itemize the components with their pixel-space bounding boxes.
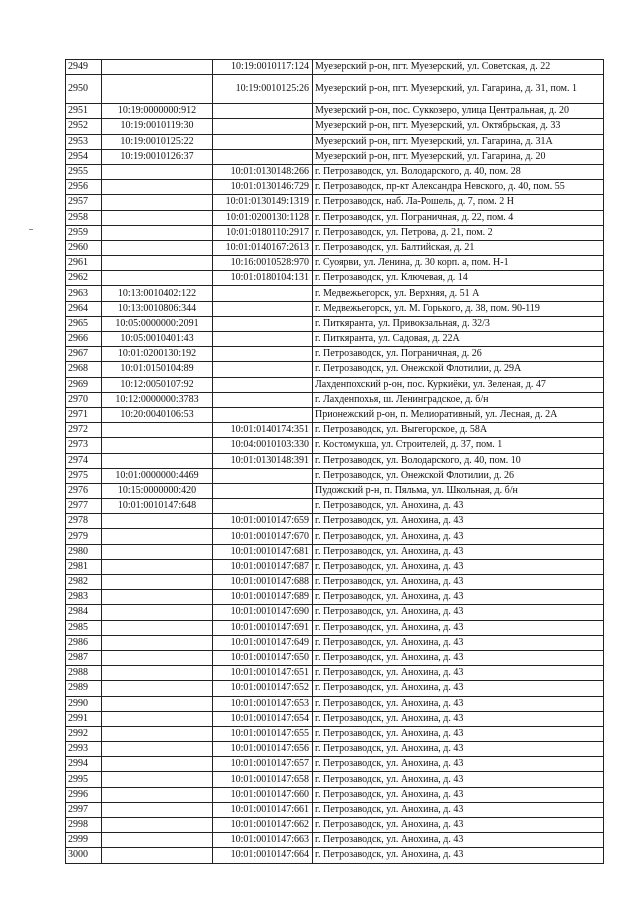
cadastral-number-cell (102, 802, 213, 817)
table-row (66, 423, 604, 438)
address-cell: г. Петрозаводск, ул. Анохина, д. 43 (313, 833, 604, 848)
cadastral-number-premises-cell: 10:01:0200130:1128 (213, 210, 313, 225)
cadastral-number-premises-cell: 10:01:0140167:2613 (213, 240, 313, 255)
cadastral-number-premises-cell: 10:01:0010147:651 (213, 666, 313, 681)
row-number-cell: 2970 (66, 392, 102, 407)
cadastral-number-premises-cell: 10:01:0010147:654 (213, 711, 313, 726)
row-number-cell: 2955 (66, 164, 102, 179)
cadastral-number-premises-cell (213, 301, 313, 316)
cadastral-number-cell (102, 848, 213, 863)
table-row (66, 453, 604, 468)
address-cell: г. Суоярви, ул. Ленина, д. 30 корп. а, пом. Н-1 (313, 256, 604, 271)
row-number-cell: 2958 (66, 210, 102, 225)
cadastral-number-cell (102, 453, 213, 468)
cadastral-number-cell (102, 529, 213, 544)
address-cell: г. Петрозаводск, наб. Ла-Рошель, д. 7, пом. 2 Н (313, 195, 604, 210)
table-row (66, 529, 604, 544)
cadastral-number-cell (102, 60, 213, 75)
table-row (66, 438, 604, 453)
row-number-cell: 2967 (66, 347, 102, 362)
table-row (66, 802, 604, 817)
cadastral-number-premises-cell: 10:19:0010125:26 (213, 75, 313, 104)
address-cell: г. Петрозаводск, ул. Пограничная, д. 26 (313, 347, 604, 362)
address-cell: г. Петрозаводск, ул. Анохина, д. 43 (313, 802, 604, 817)
cadastral-number-cell (102, 75, 213, 104)
table-row (66, 726, 604, 741)
address-cell: Муезерский р-он, пгт. Муезерский, ул. Гагарина, д. 31, пом. 1 (313, 75, 604, 104)
cadastral-number-cell (102, 271, 213, 286)
row-number-cell: 2991 (66, 711, 102, 726)
cadastral-number-cell (102, 240, 213, 255)
row-number-cell: 2960 (66, 240, 102, 255)
cadastral-number-premises-cell (213, 392, 313, 407)
cadastral-number-premises-cell: 10:01:0010147:689 (213, 590, 313, 605)
row-number-cell: 2965 (66, 316, 102, 331)
row-number-cell: 2956 (66, 180, 102, 195)
cadastral-number-cell: 10:01:0150104:89 (102, 362, 213, 377)
cadastral-number-cell (102, 833, 213, 848)
table-row (66, 696, 604, 711)
cadastral-number-cell: 10:12:0000000:3783 (102, 392, 213, 407)
table-row (66, 681, 604, 696)
cadastral-number-cell (102, 635, 213, 650)
cadastral-number-cell (102, 818, 213, 833)
table-row (66, 590, 604, 605)
cadastral-number-premises-cell: 10:01:0140174:351 (213, 423, 313, 438)
address-cell: Пудожский р-н, п. Пяльма, ул. Школьная, д. б/н (313, 483, 604, 498)
cadastral-number-cell (102, 605, 213, 620)
cadastral-number-cell: 10:05:0000000:2091 (102, 316, 213, 331)
cadastral-number-premises-cell: 10:01:0010147:655 (213, 726, 313, 741)
address-cell: г. Петрозаводск, ул. Петрова, д. 21, пом. 2 (313, 225, 604, 240)
table-row (66, 499, 604, 514)
cadastral-number-premises-cell (213, 134, 313, 149)
address-cell: г. Петрозаводск, ул. Володарского, д. 40, пом. 28 (313, 164, 604, 179)
cadastral-number-cell (102, 210, 213, 225)
cadastral-number-cell (102, 514, 213, 529)
cadastral-number-premises-cell: 10:01:0180104:131 (213, 271, 313, 286)
address-cell: г. Петрозаводск, ул. Анохина, д. 43 (313, 575, 604, 590)
cadastral-number-cell: 10:01:0200130:192 (102, 347, 213, 362)
table-row (66, 757, 604, 772)
address-cell: г. Петрозаводск, ул. Пограничная, д. 22, пом. 4 (313, 210, 604, 225)
row-number-cell: 2959 (66, 225, 102, 240)
address-cell: г. Лахденпохья, ш. Ленинградское, д. б/н (313, 392, 604, 407)
cadastral-number-premises-cell: 10:01:0010147:657 (213, 757, 313, 772)
address-cell: Муезерский р-он, пос. Суккозеро, улица Центральная, д. 20 (313, 104, 604, 119)
table-row (66, 544, 604, 559)
address-cell: г. Петрозаводск, ул. Анохина, д. 43 (313, 514, 604, 529)
row-number-cell: 2998 (66, 818, 102, 833)
cadastral-number-premises-cell: 10:01:0010147:670 (213, 529, 313, 544)
table-row (66, 104, 604, 119)
cadastral-number-premises-cell: 10:01:0010147:659 (213, 514, 313, 529)
cadastral-number-cell: 10:12:0050107:92 (102, 377, 213, 392)
table-row (66, 149, 604, 164)
cadastral-number-cell: 10:15:0000000:420 (102, 483, 213, 498)
table-row (66, 134, 604, 149)
cadastral-number-premises-cell: 10:01:0010147:650 (213, 650, 313, 665)
table-row (66, 833, 604, 848)
table-row (66, 180, 604, 195)
address-cell: г. Питкяранта, ул. Привокзальная, д. 32/3 (313, 316, 604, 331)
table-row (66, 635, 604, 650)
row-number-cell: 2974 (66, 453, 102, 468)
cadastral-number-premises-cell: 10:01:0130148:391 (213, 453, 313, 468)
table-row (66, 271, 604, 286)
cadastral-number-cell (102, 650, 213, 665)
address-cell: г. Петрозаводск, ул. Анохина, д. 43 (313, 544, 604, 559)
cadastral-number-premises-cell: 10:04:0010103:330 (213, 438, 313, 453)
cadastral-number-premises-cell: 10:01:0130146:729 (213, 180, 313, 195)
table-row (66, 75, 604, 104)
cadastral-number-premises-cell: 10:01:0010147:661 (213, 802, 313, 817)
row-number-cell: 2977 (66, 499, 102, 514)
table-row (66, 787, 604, 802)
cadastral-number-cell (102, 559, 213, 574)
cadastral-number-cell (102, 225, 213, 240)
cadastral-number-cell (102, 772, 213, 787)
row-number-cell: 2992 (66, 726, 102, 741)
table-row (66, 772, 604, 787)
address-cell: г. Петрозаводск, ул. Анохина, д. 43 (313, 666, 604, 681)
row-number-cell: 2954 (66, 149, 102, 164)
cadastral-number-premises-cell (213, 499, 313, 514)
row-number-cell: 2980 (66, 544, 102, 559)
row-number-cell: 2950 (66, 75, 102, 104)
cadastral-number-cell (102, 726, 213, 741)
cadastral-number-premises-cell: 10:01:0130149:1319 (213, 195, 313, 210)
row-number-cell: 2964 (66, 301, 102, 316)
row-number-cell: 2962 (66, 271, 102, 286)
address-cell: г. Петрозаводск, ул. Анохина, д. 43 (313, 635, 604, 650)
address-cell: Прионежский р-он, п. Мелиоративный, ул. Лесная, д. 2А (313, 407, 604, 422)
address-cell: г. Петрозаводск, ул. Анохина, д. 43 (313, 818, 604, 833)
cadastral-number-cell: 10:13:0010806:344 (102, 301, 213, 316)
cadastral-number-cell (102, 620, 213, 635)
cadastral-number-cell (102, 696, 213, 711)
row-number-cell: 2987 (66, 650, 102, 665)
address-cell: Лахденпохский р-он, пос. Куркиёки, ул. Зеленая, д. 47 (313, 377, 604, 392)
document-page (65, 59, 604, 864)
table-row (66, 210, 604, 225)
address-cell: г. Петрозаводск, ул. Онежской Флотилии, д. 26 (313, 468, 604, 483)
row-number-cell: 2961 (66, 256, 102, 271)
cadastral-number-cell (102, 742, 213, 757)
table-row (66, 240, 604, 255)
row-number-cell: 2979 (66, 529, 102, 544)
cadastral-number-cell (102, 180, 213, 195)
row-number-cell: 2995 (66, 772, 102, 787)
cadastral-number-premises-cell: 10:01:0010147:690 (213, 605, 313, 620)
cadastral-number-premises-cell (213, 347, 313, 362)
row-number-cell: 2984 (66, 605, 102, 620)
address-cell: г. Петрозаводск, ул. Анохина, д. 43 (313, 711, 604, 726)
cadastral-number-cell (102, 711, 213, 726)
cadastral-number-cell (102, 256, 213, 271)
cadastral-number-cell: 10:19:0000000:912 (102, 104, 213, 119)
row-number-cell: 2983 (66, 590, 102, 605)
cadastral-number-premises-cell (213, 332, 313, 347)
cadastral-number-cell: 10:05:0010401:43 (102, 332, 213, 347)
address-cell: г. Петрозаводск, ул. Анохина, д. 43 (313, 726, 604, 741)
address-cell: г. Петрозаводск, ул. Анохина, д. 43 (313, 681, 604, 696)
row-number-cell: 2953 (66, 134, 102, 149)
address-cell: г. Петрозаводск, ул. Володарского, д. 40, пом. 10 (313, 453, 604, 468)
table-row (66, 286, 604, 301)
row-number-cell: 2966 (66, 332, 102, 347)
row-number-cell: 2972 (66, 423, 102, 438)
table-row (66, 711, 604, 726)
table-row (66, 650, 604, 665)
cadastral-number-cell: 10:13:0010402:122 (102, 286, 213, 301)
row-number-cell: 2985 (66, 620, 102, 635)
cadastral-number-cell (102, 544, 213, 559)
row-number-cell: 2982 (66, 575, 102, 590)
address-cell: г. Петрозаводск, ул. Анохина, д. 43 (313, 848, 604, 863)
cadastral-number-premises-cell: 10:01:0010147:664 (213, 848, 313, 863)
table-row (66, 164, 604, 179)
address-cell: г. Петрозаводск, ул. Анохина, д. 43 (313, 559, 604, 574)
cadastral-number-premises-cell: 10:01:0010147:658 (213, 772, 313, 787)
address-cell: г. Медвежьегорск, ул. Верхняя, д. 51 А (313, 286, 604, 301)
row-number-cell: 2990 (66, 696, 102, 711)
row-number-cell: 2973 (66, 438, 102, 453)
table-row (66, 575, 604, 590)
cadastral-number-premises-cell (213, 149, 313, 164)
address-cell: г. Петрозаводск, ул. Балтийская, д. 21 (313, 240, 604, 255)
cadastral-number-premises-cell (213, 483, 313, 498)
cadastral-number-premises-cell: 10:19:0010117:124 (213, 60, 313, 75)
table-row (66, 332, 604, 347)
cadastral-number-cell: 10:19:0010126:37 (102, 149, 213, 164)
table-row (66, 316, 604, 331)
row-number-cell: 2975 (66, 468, 102, 483)
cadastral-number-cell (102, 438, 213, 453)
table-row (66, 362, 604, 377)
table-row (66, 407, 604, 422)
row-number-cell: 2976 (66, 483, 102, 498)
address-cell: г. Петрозаводск, ул. Анохина, д. 43 (313, 590, 604, 605)
address-cell: г. Петрозаводск, ул. Анохина, д. 43 (313, 742, 604, 757)
cadastral-number-cell (102, 164, 213, 179)
cadastral-number-premises-cell (213, 104, 313, 119)
row-number-cell: 2969 (66, 377, 102, 392)
address-cell: г. Костомукша, ул. Строителей, д. 37, пом. 1 (313, 438, 604, 453)
row-number-cell: 2951 (66, 104, 102, 119)
row-number-cell: 3000 (66, 848, 102, 863)
address-cell: Муезерский р-он, пгт. Муезерский, ул. Советская, д. 22 (313, 60, 604, 75)
cadastral-number-cell (102, 575, 213, 590)
table-row (66, 666, 604, 681)
address-cell: Муезерский р-он, пгт. Муезерский, ул. Гагарина, д. 20 (313, 149, 604, 164)
table-row (66, 848, 604, 863)
cadastral-number-cell (102, 666, 213, 681)
table-row (66, 605, 604, 620)
cadastral-number-cell: 10:20:0040106:53 (102, 407, 213, 422)
cadastral-number-premises-cell: 10:01:0010147:656 (213, 742, 313, 757)
table-row (66, 742, 604, 757)
table-row (66, 483, 604, 498)
cadastral-number-cell (102, 681, 213, 696)
address-cell: г. Петрозаводск, ул. Анохина, д. 43 (313, 499, 604, 514)
address-cell: г. Петрозаводск, ул. Анохина, д. 43 (313, 757, 604, 772)
table-row (66, 119, 604, 134)
cadastral-number-cell: 10:01:0000000:4469 (102, 468, 213, 483)
cadastral-number-premises-cell (213, 316, 313, 331)
cadastral-number-premises-cell: 10:01:0010147:662 (213, 818, 313, 833)
row-number-cell: 2997 (66, 802, 102, 817)
cadastral-number-premises-cell: 10:01:0010147:691 (213, 620, 313, 635)
cadastral-number-premises-cell: 10:01:0130148:266 (213, 164, 313, 179)
address-cell: г. Петрозаводск, ул. Анохина, д. 43 (313, 620, 604, 635)
cadastral-number-premises-cell: 10:01:0010147:649 (213, 635, 313, 650)
table-row (66, 377, 604, 392)
row-number-cell: 2993 (66, 742, 102, 757)
cadastral-number-cell (102, 757, 213, 772)
cadastral-number-cell: 10:01:0010147:648 (102, 499, 213, 514)
cadastral-number-premises-cell: 10:01:0010147:687 (213, 559, 313, 574)
address-cell: г. Петрозаводск, ул. Анохина, д. 43 (313, 529, 604, 544)
table-row (66, 818, 604, 833)
row-number-cell: 2996 (66, 787, 102, 802)
address-cell: г. Петрозаводск, ул. Анохина, д. 43 (313, 787, 604, 802)
row-number-cell: 2994 (66, 757, 102, 772)
cadastral-number-premises-cell: 10:01:0010147:660 (213, 787, 313, 802)
table-row (66, 392, 604, 407)
row-number-cell: 2986 (66, 635, 102, 650)
cadastral-number-premises-cell (213, 362, 313, 377)
cadastral-number-cell (102, 787, 213, 802)
table-row (66, 514, 604, 529)
table-row (66, 225, 604, 240)
table-row (66, 559, 604, 574)
cadastral-number-cell: 10:19:0010119:30 (102, 119, 213, 134)
address-cell: г. Питкяранта, ул. Садовая, д. 22А (313, 332, 604, 347)
cadastral-number-premises-cell (213, 377, 313, 392)
cadastral-number-premises-cell: 10:16:0010528:970 (213, 256, 313, 271)
cadastral-number-premises-cell: 10:01:0010147:653 (213, 696, 313, 711)
table-row (66, 620, 604, 635)
cadastral-number-premises-cell: 10:01:0180110:2917 (213, 225, 313, 240)
address-cell: г. Петрозаводск, ул. Онежской Флотилии, д. 29А (313, 362, 604, 377)
address-cell: г. Медвежьегорск, ул. М. Горького, д. 38, пом. 90-119 (313, 301, 604, 316)
cadastral-number-cell (102, 590, 213, 605)
row-number-cell: 2978 (66, 514, 102, 529)
row-number-cell: 2949 (66, 60, 102, 75)
margin-mark (29, 229, 33, 230)
table-row (66, 256, 604, 271)
address-cell: г. Петрозаводск, ул. Анохина, д. 43 (313, 650, 604, 665)
address-cell: Муезерский р-он, пгт. Муезерский, ул. Гагарина, д. 31А (313, 134, 604, 149)
cadastral-number-premises-cell: 10:01:0010147:663 (213, 833, 313, 848)
cadastral-number-premises-cell: 10:01:0010147:688 (213, 575, 313, 590)
cadastral-number-premises-cell (213, 286, 313, 301)
address-cell: г. Петрозаводск, ул. Анохина, д. 43 (313, 772, 604, 787)
table-row (66, 195, 604, 210)
row-number-cell: 2981 (66, 559, 102, 574)
row-number-cell: 2968 (66, 362, 102, 377)
address-cell: г. Петрозаводск, ул. Ключевая, д. 14 (313, 271, 604, 286)
cadastral-number-premises-cell (213, 468, 313, 483)
table-row (66, 468, 604, 483)
cadastral-number-premises-cell: 10:01:0010147:681 (213, 544, 313, 559)
address-cell: г. Петрозаводск, ул. Анохина, д. 43 (313, 696, 604, 711)
cadastral-number-premises-cell (213, 407, 313, 422)
table-row (66, 301, 604, 316)
address-cell: г. Петрозаводск, ул. Анохина, д. 43 (313, 605, 604, 620)
property-table (65, 59, 604, 864)
cadastral-number-cell (102, 195, 213, 210)
cadastral-number-cell (102, 423, 213, 438)
property-table-body (66, 60, 604, 864)
cadastral-number-premises-cell: 10:01:0010147:652 (213, 681, 313, 696)
row-number-cell: 2957 (66, 195, 102, 210)
row-number-cell: 2963 (66, 286, 102, 301)
cadastral-number-premises-cell (213, 119, 313, 134)
address-cell: г. Петрозаводск, ул. Выгегорское, д. 58А (313, 423, 604, 438)
row-number-cell: 2988 (66, 666, 102, 681)
row-number-cell: 2971 (66, 407, 102, 422)
table-row (66, 60, 604, 75)
row-number-cell: 2999 (66, 833, 102, 848)
table-row (66, 347, 604, 362)
cadastral-number-cell: 10:19:0010125:22 (102, 134, 213, 149)
address-cell: г. Петрозаводск, пр-кт Александра Невского, д. 40, пом. 55 (313, 180, 604, 195)
row-number-cell: 2989 (66, 681, 102, 696)
row-number-cell: 2952 (66, 119, 102, 134)
address-cell: Муезерский р-он, пгт. Муезерский, ул. Октябрьская, д. 33 (313, 119, 604, 134)
